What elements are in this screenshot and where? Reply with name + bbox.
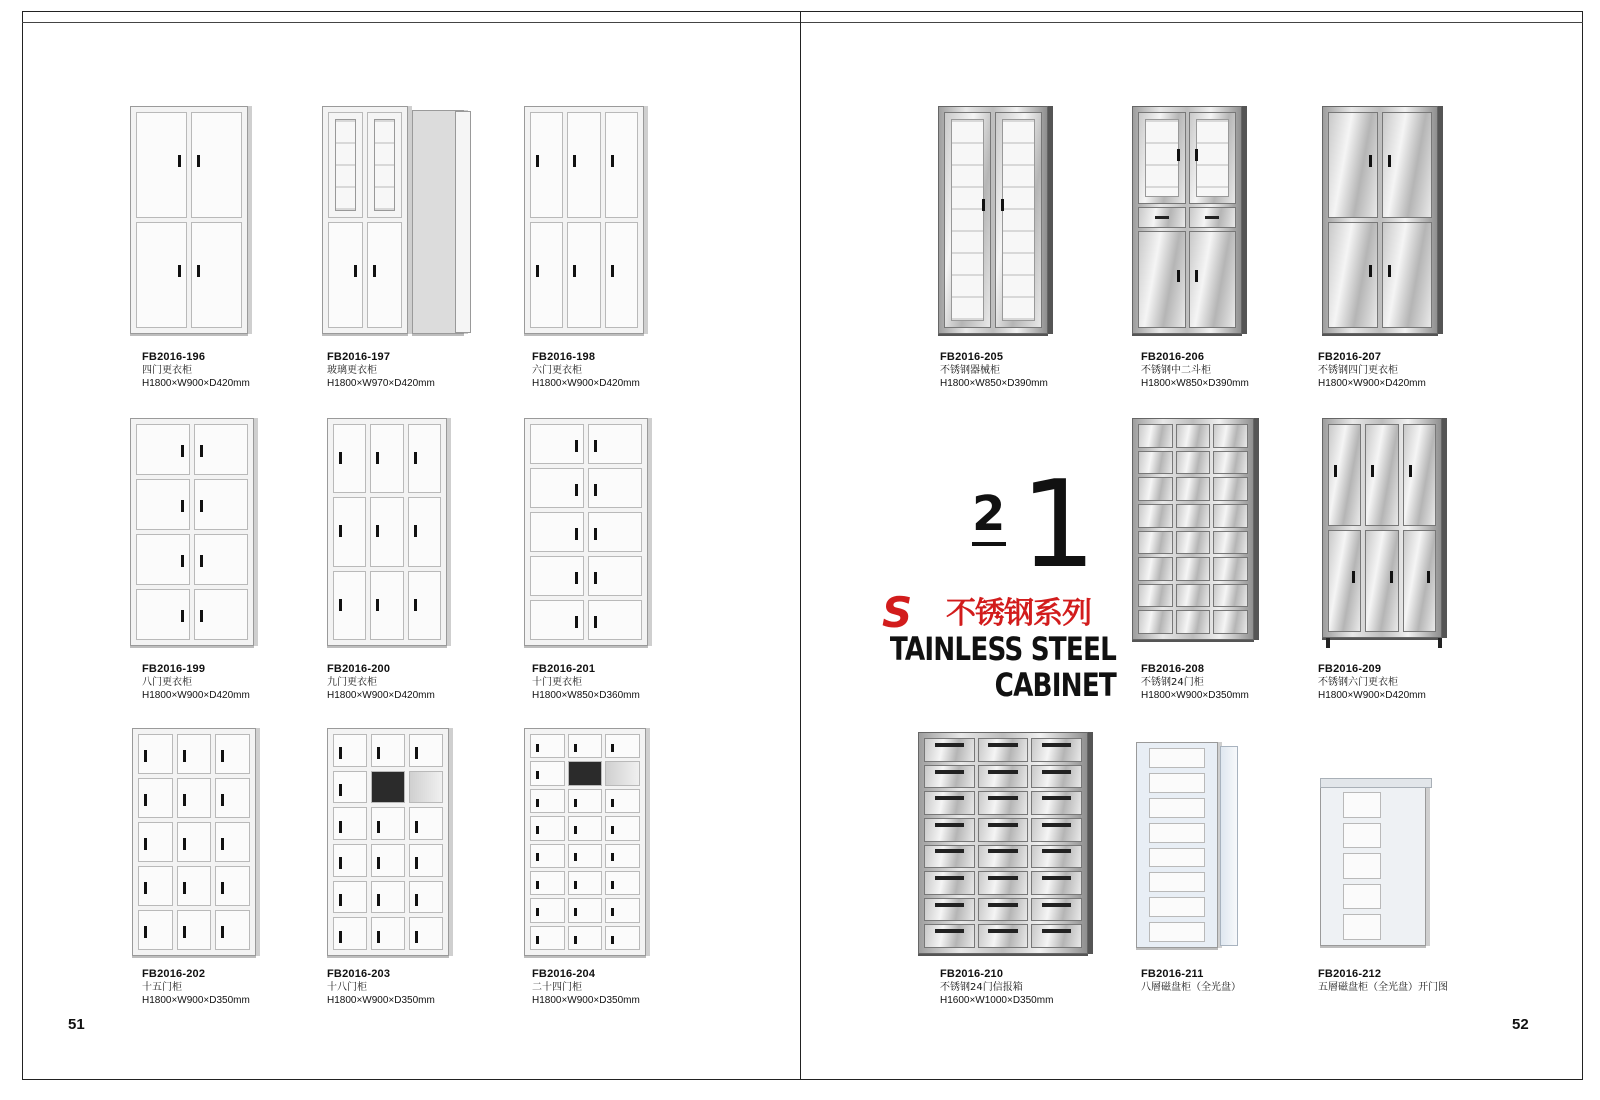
product-name: 二十四门柜: [532, 982, 582, 993]
open-door-panel: [1220, 746, 1238, 946]
product-dimensions: H1800×W970×D420mm: [327, 378, 435, 389]
product-caption: [142, 663, 250, 702]
product-caption: [532, 351, 640, 390]
product-caption: [1141, 663, 1249, 702]
cabinet-image: [322, 106, 408, 334]
product-code: FB2016-210: [940, 968, 1004, 980]
product-name: 不锈钢四门更衣柜: [1318, 365, 1398, 376]
cabinet-image: [524, 728, 646, 956]
product-code: FB2016-196: [142, 351, 206, 363]
product-dimensions: H1800×W900×D420mm: [142, 378, 250, 389]
cabinet-leg: [1326, 638, 1330, 648]
product-dimensions: H1800×W900×D350mm: [532, 995, 640, 1006]
series-s-letter: S: [882, 588, 913, 637]
product-dimensions: H1800×W850×D390mm: [940, 378, 1048, 389]
series-title-en-line1: TAINLESS STEEL: [889, 630, 1116, 668]
product-caption: [327, 663, 435, 702]
product-name: 八门更衣柜: [142, 677, 192, 688]
product-name: 不锈钢六门更衣柜: [1318, 677, 1398, 688]
cabinet-image: [938, 106, 1048, 334]
product-dimensions: H1800×W900×D420mm: [142, 690, 250, 701]
cabinet-image: [130, 418, 254, 646]
product-caption: [532, 663, 640, 702]
product-caption: [327, 351, 435, 390]
product-dimensions: H1600×W1000×D350mm: [940, 995, 1054, 1006]
product-caption: [532, 968, 640, 1007]
cabinet-image: [1320, 786, 1426, 946]
series-number-small: 2: [972, 486, 1006, 542]
product-code: FB2016-201: [532, 663, 596, 675]
series-number-large: 1: [1020, 456, 1097, 595]
product-code: FB2016-199: [142, 663, 206, 675]
product-caption: [142, 351, 250, 390]
series-title-block: [880, 456, 1120, 710]
series-number-underline: [972, 542, 1006, 546]
product-name: 不锈钢24门柜: [1141, 677, 1204, 688]
product-code: FB2016-212: [1318, 968, 1382, 980]
product-name: 四门更衣柜: [142, 365, 192, 376]
product-dimensions: H1800×W850×D360mm: [532, 690, 640, 701]
product-code: FB2016-204: [532, 968, 596, 980]
cabinet-image: [1136, 742, 1218, 948]
product-code: FB2016-209: [1318, 663, 1382, 675]
product-name: 不锈钢中二斗柜: [1141, 365, 1211, 376]
cabinet-top: [1320, 778, 1432, 788]
product-code: FB2016-197: [327, 351, 391, 363]
open-wardrobe-image: [412, 110, 464, 334]
product-dimensions: H1800×W900×D420mm: [1318, 690, 1426, 701]
product-caption: [142, 968, 250, 1007]
product-caption: [1141, 968, 1241, 994]
product-name: 十五门柜: [142, 982, 182, 993]
cabinet-image: [132, 728, 256, 956]
product-code: FB2016-203: [327, 968, 391, 980]
product-dimensions: H1800×W900×D420mm: [1318, 378, 1426, 389]
product-code: FB2016-206: [1141, 351, 1205, 363]
product-code: FB2016-202: [142, 968, 206, 980]
product-dimensions: H1800×W900×D350mm: [327, 995, 435, 1006]
product-name: 六门更衣柜: [532, 365, 582, 376]
product-code: FB2016-208: [1141, 663, 1205, 675]
product-dimensions: H1800×W900×D420mm: [532, 378, 640, 389]
product-dimensions: H1800×W900×D350mm: [1141, 690, 1249, 701]
product-dimensions: H1800×W900×D420mm: [327, 690, 435, 701]
product-code: FB2016-198: [532, 351, 596, 363]
cabinet-image: [524, 106, 644, 334]
product-name: 九门更衣柜: [327, 677, 377, 688]
series-title-en-line2: CABINET: [994, 666, 1116, 704]
product-code: FB2016-207: [1318, 351, 1382, 363]
cabinet-image: [130, 106, 248, 334]
product-name: 五層磁盘柜（全光盘）开门图: [1318, 982, 1448, 993]
cabinet-image: [1322, 106, 1438, 334]
cabinet-image: [1132, 418, 1254, 640]
product-caption: [1318, 968, 1448, 994]
product-name: 八層磁盘柜（全光盘）: [1141, 982, 1241, 993]
product-code: FB2016-200: [327, 663, 391, 675]
product-caption: [1318, 663, 1426, 702]
product-caption: [940, 351, 1048, 390]
product-caption: [1318, 351, 1426, 390]
product-code: FB2016-211: [1141, 968, 1204, 980]
cabinet-image: [1132, 106, 1242, 334]
series-title-cn: 不锈钢系列: [946, 596, 1091, 631]
product-dimensions: H1800×W900×D350mm: [142, 995, 250, 1006]
product-caption: [940, 968, 1053, 1007]
cabinet-image: [327, 728, 449, 956]
product-name: 玻璃更衣柜: [327, 365, 377, 376]
cabinet-image: [1322, 418, 1442, 638]
product-name: 十八门柜: [327, 982, 367, 993]
cabinet-image: [327, 418, 447, 646]
page-number-left: 51: [68, 1016, 85, 1033]
product-name: 十门更衣柜: [532, 677, 582, 688]
cabinet-leg: [1438, 638, 1442, 648]
page-gutter-divider: [800, 11, 801, 1080]
page-number-right: 52: [1512, 1016, 1529, 1033]
cabinet-image: [918, 732, 1088, 954]
product-caption: [327, 968, 435, 1007]
product-name: 不锈钢器械柜: [940, 365, 1000, 376]
product-caption: [1141, 351, 1249, 390]
product-code: FB2016-205: [940, 351, 1004, 363]
product-name: 不锈钢24门信报箱: [940, 982, 1023, 993]
cabinet-image: [524, 418, 648, 646]
product-dimensions: H1800×W850×D390mm: [1141, 378, 1249, 389]
